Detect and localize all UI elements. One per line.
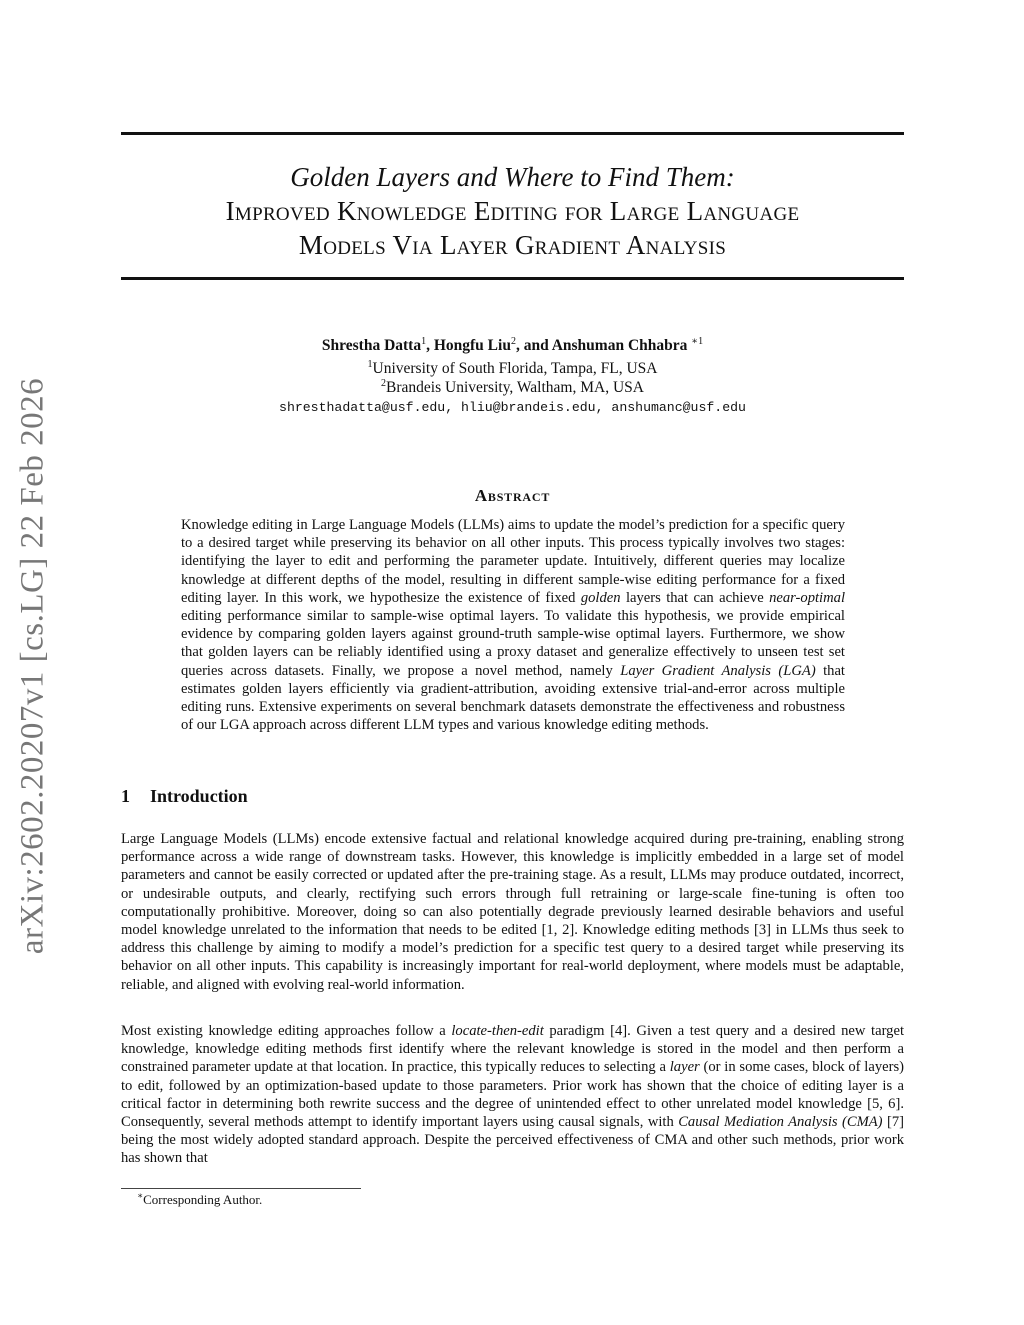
author-name: Shrestha Datta: [321, 337, 422, 354]
paragraph-emphasis: Causal Mediation Analysis (CMA): [678, 1114, 883, 1131]
paragraph-emphasis: locate-then-edit: [451, 1023, 544, 1039]
author-affiliation-mark: 2: [510, 335, 516, 347]
title-rule-bottom: [121, 277, 904, 280]
affiliation-2: [121, 378, 904, 397]
affiliation-mark: 2: [381, 377, 387, 389]
affiliation-text: University of South Florida, Tampa, FL, USA: [372, 360, 658, 377]
paper-title-line-2: Improved Knowledge Editing for Large Language: [225, 196, 800, 226]
affiliation-1: [121, 359, 904, 378]
author-name: and Anshuman Chhabra: [523, 337, 688, 354]
paper-title-line-1: Golden Layers and Where to Find Them:: [290, 162, 735, 192]
abstract-heading: Abstract: [474, 486, 551, 505]
footnote-marker: ∗: [137, 1190, 144, 1201]
footnote-text: Corresponding Author.: [143, 1192, 263, 1207]
affiliation-text: Brandeis University, Waltham, MA, USA: [386, 379, 644, 396]
section-title: Introduction: [150, 786, 248, 806]
intro-paragraph-1: [121, 830, 904, 994]
abstract-emphasis: Layer Gradient Analysis (LGA): [620, 662, 816, 679]
abstract-text-segment: Knowledge editing in Large Language Models (LLMs) aims to update the model’s prediction for a specific query to a desired target while preserving its behavior on all other inputs. This process typically involves two stages: identifying the layer to edit and performing the parameter update. Intuitively, different queries may localize knowledge at different depths of the model, resulting in different sample-wise editing performance for a fixed editing layer. In this work, we hypothesize the existence of fixed: [181, 517, 845, 606]
footnote-corresponding-author: [137, 1192, 262, 1208]
paragraph-text-segment: [7] being the most widely adopted standard approach. Despite the perceived effectiveness of CMA and other such methods, prior work has shown that: [121, 1114, 904, 1167]
section-number: 1: [121, 786, 130, 806]
paragraph-text-segment: Most existing knowledge editing approaches follow a: [121, 1023, 452, 1039]
author-name: Hongfu Liu: [433, 337, 511, 354]
arxiv-id-text[interactable]: arXiv:2602.20207v1 [cs.LG] 22 Feb 2026: [14, 377, 51, 955]
title-rule-top: [121, 132, 904, 135]
paragraph-text-segment: (or in some cases, block of layers) to edit, followed by an optimization-based update to those parameters. Prior work has shown that the choice of editing layer is a critical factor in determining both rewrite success and the degree of unintended effect to other unrelated model knowledge [5, 6]. Consequently, several methods attempt to identify important layers using causal signals, with: [121, 1059, 905, 1131]
author-affiliation-mark: 1: [421, 335, 427, 347]
author-emails[interactable]: shresthadatta@usf.edu, hliu@brandeis.edu, anshumanc@usf.edu: [279, 400, 746, 415]
abstract-emphasis: golden: [580, 589, 621, 606]
paragraph-text: Large Language Models (LLMs) encode extensive factual and relational knowledge acquired during pre-training, enabling strong performance across a wide range of downstream tasks. However, this knowledge is implicitly embedded in a large set of model parameters and cannot be easily corrected or updated after the pre-training stage. As a result, LLMs may produce outdated, incorrect, or undesirable outputs, and clearly, rectifying such errors through full retraining or large-scale fine-tuning is often too computationally prohibitive. Moreover, doing so can also potentially degrade previously learned desirable behaviors and useful model knowledge unrelated to the information that needs to be edited [1, 2]. Knowledge editing methods [3] in LLMs thus seek to address this challenge by aiming to modify a model’s prediction for a specific test query to a desired target while preserving its behavior on all other inputs. This capability is increasingly important for real-world deployment, where models must be adaptable, reliable, and aligned with evolving real-world information.: [121, 831, 904, 993]
section-heading-introduction: [121, 786, 248, 807]
abstract-emphasis: near-optimal: [769, 589, 846, 606]
paragraph-text-segment: paradigm [4]. Given a test query and a desired new target knowledge, knowledge editing methods first identify where the relevant knowledge is stored in the model and then perform a constrained parameter update at that location. In practice, this typically reduces to selecting a: [121, 1023, 904, 1076]
abstract-text-segment: that estimates golden layers efficiently via gradient-attribution, avoiding extensive trial-and-error across multiple editing runs. Extensive experiments on several benchmark datasets demonstrate the effectiveness and robustness of our LGA approach across different LLM types and various knowledge editing methods.: [181, 662, 845, 734]
intro-paragraph-2: [121, 1022, 904, 1168]
abstract-text-segment: layers that can achieve: [620, 589, 770, 606]
footnote-rule: [121, 1188, 361, 1189]
abstract-body: [181, 516, 845, 734]
author-list: Shrestha Datta$^1$, Hongfu Liu$^2$, and Anshuman Chhabra $^{∗1}$: [321, 335, 704, 354]
author-affiliation-mark: ∗1: [691, 335, 704, 347]
paper-title-line-3: Models Via Layer Gradient Analysis: [298, 230, 727, 260]
abstract-text-segment: editing performance similar to sample-wise optimal layers. To validate this hypothesis, we provide empirical evidence by comparing golden layers against ground-truth sample-wise optimal layers. Furthermore, we show that golden layers can be reliably identified using a proxy dataset and generalize effectively to unseen test set queries across datasets. Finally, we propose a novel method, namely: [181, 608, 845, 679]
paragraph-emphasis: layer: [669, 1059, 700, 1076]
affiliation-mark: 1: [367, 358, 373, 370]
arxiv-identifier-stamp: [13, 376, 53, 956]
